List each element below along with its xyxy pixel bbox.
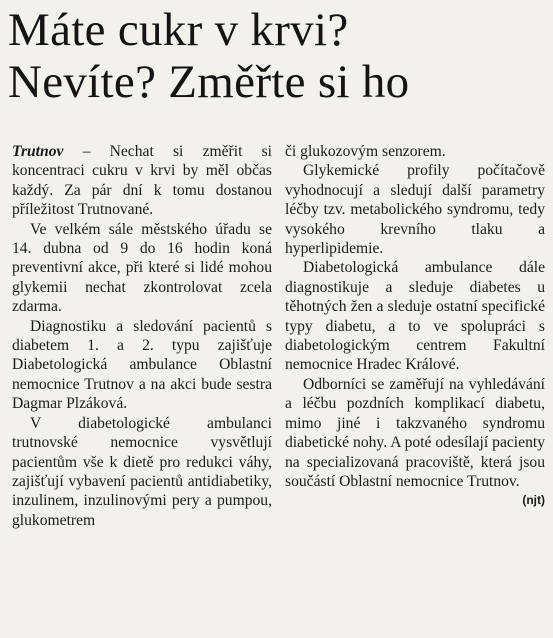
article-column-right [285,142,545,634]
article-column-left [12,142,272,634]
article-body [12,142,545,634]
article-paragraph: Glykemické profily počítačově vyhodnocují a sledují další parametry léčby tzv. metabolického syndromu, tedy vysokého krevního tlaku a hyperlipidemie. [285,162,545,258]
paragraph-text: – Nechat si změřit si koncentraci cukru v krvi by měl občas každý. Za pár dní k tomu dostanou příležitost Trutnované. [12,143,272,219]
article-paragraph: Diagnostiku a sledování pacientů s diabetem 1. a 2. typu zajišťuje Diabetologická ambulance Oblastní nemocnice Trutnov a na akci bude sestra Dagmar Plzáková. [12,317,272,413]
author-signature: (njt) [522,493,545,508]
article-paragraph-continued: či glukozovým senzorem. [285,143,446,160]
headline-line-2: Nevíte? Změřte si ho [8,56,410,108]
article-paragraph [12,142,272,220]
dateline: Trutnov [12,143,64,160]
article-paragraph: Ve velkém sále městského úřadu se 14. dubna od 9 do 16 hodin koná preventivní akce, při které si lidé mohou glykemii nechat zkontrolovat zcela zdarma. [12,220,272,316]
headline-line-1: Máte cukr v krvi? [8,4,349,56]
article-paragraph: V diabetologické ambulanci trutnovské nemocnice vysvětlují pacientům vše k dietě pro redukci váhy, zajišťují vybavení pacientů antidiabetiky, inzulinem, inzulinovými pery a pumpou, glukometrem [12,414,272,529]
headline [8,4,548,108]
article-paragraph [285,375,545,508]
paragraph-text: Odborníci se zaměřují na vyhledávání a léčbu pozdních komplikací diabetu, mimo jiné i takzvaného syndromu diabetické nohy. A poté odesílají pacienty na specializovaná pracoviště, která jsou součástí Oblastní nemocnice Trutnov. [285,375,545,490]
article-paragraph: Diabetologická ambulance dále diagnostikuje a sleduje diabetes u těhotných žen a sleduje ostatní specifické typy diabetu, a to ve spolupráci s diabetologickým centrem Fakultní nemocnice Hradec Králové. [285,259,545,374]
